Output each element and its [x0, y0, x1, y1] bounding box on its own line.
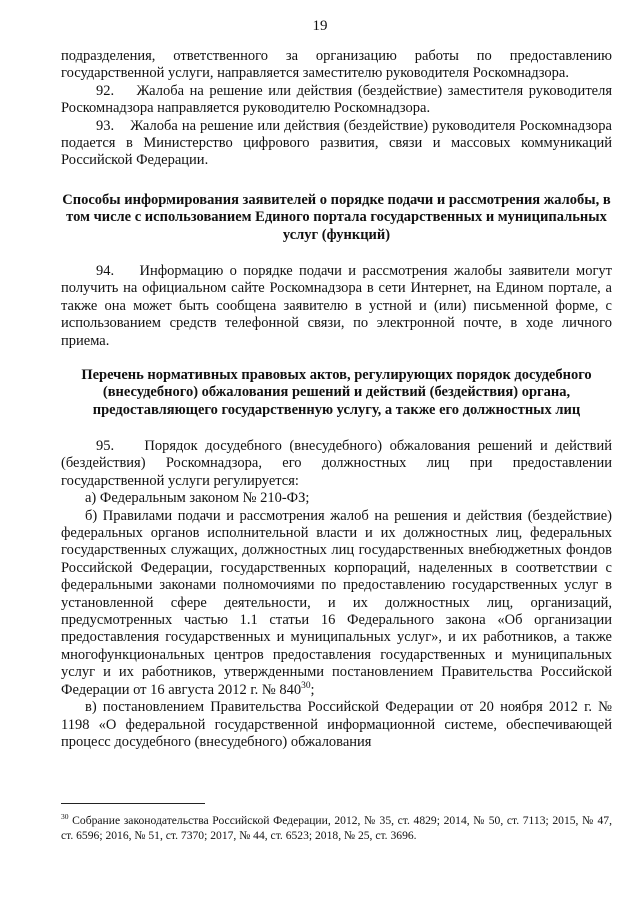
paragraph-continuation: подразделения, ответственного за организацию работы по предоставлению государственной услуги, направляется заместителю руководителя Роскомнадзора.: [61, 48, 612, 82]
paragraph-93: 93. Жалоба на решение или действия (бездействие) руководителя Роскомнадзора подается в Министерство цифрового развития, связи и массовых коммуникаций Российской Федерации.: [61, 117, 612, 169]
page-number: 19: [312, 18, 328, 34]
section-informing: [61, 263, 612, 350]
footnote-reference: 30: [301, 680, 311, 691]
paragraph-a: а) Федеральным законом № 210-ФЗ;: [85, 490, 310, 507]
footnote-divider: [61, 803, 205, 804]
paragraph-c: в) постановлением Правительства Российской Федерации от 20 ноября 2012 г. № 1198 «О федеральной государственной информационной системе, обеспечивающей процесс досудебного (внесудебного) обжалования: [61, 699, 612, 750]
paragraph-94: 94. Информацию о порядке подачи и рассмотрения жалобы заявители могут получить на официальном сайте Роскомнадзора в сети Интернет, на Едином портале, а также она может быть сообщена заявителю в устной и (или) письменной форме, с использованием средств телефонной связи, по электронной почте, в ходе личного приема.: [61, 263, 612, 349]
paragraph-95: 95. Порядок досудебного (внесудебного) обжалования решений и действий (бездействия) Роскомнадзора, его должностных лиц при предоставлении государственной услуги регулируется:: [61, 438, 612, 489]
footnote-text: Собрание законодательства Российской Федерации, 2012, № 35, ст. 4829; 2014, № 50, ст. 7113; 2015, № 47, ст. 6596; 2016, № 51, ст. 7370; 2017, № 44, ст. 6523; 2018, № 25, ст. 3696.: [61, 814, 612, 842]
paragraph-b-text: б) Правилами подачи и рассмотрения жалоб на решения и действия (бездействие) федеральных органов исполнительной власти и их должностных лиц, федеральных государственных служащих, должностных лиц государственных внебюджетных фондов Российской Федерации, государственных корпораций, наделенных в соответствии с федеральными законами полномочиями по предоставлению государственных услуг в установленной сфере деятельности, и их должностных лиц, организаций, предусмотренных частью 1.1 статьи 16 Федерального закона «Об организации предоставления государственных и муниципальных услуг», и их работников, а также многофункциональных центров предоставления государственных и муниципальных услуг и их работников, утвержденными постановлением Правительства Российской Федерации от 16 августа 2012 г. № 840: [61, 507, 612, 698]
footnote-marker: 30: [61, 812, 69, 822]
footnote-body: [61, 814, 612, 844]
heading-legal-acts: [61, 367, 612, 419]
heading-text: Перечень нормативных правовых актов, регулирующих порядок досудебного (внесудебного) обжалования решений и действий (бездействия) органа, предоставляющего государственную услугу, а также его должностных лиц: [81, 367, 592, 418]
section-legal-acts: [61, 438, 612, 751]
section-complaint-routing: [61, 48, 612, 170]
heading-text: Способы информирования заявителей о порядке подачи и рассмотрения жалобы, в том числе с использованием Единого портала государственных и муниципальных услуг (функций): [62, 192, 611, 243]
paragraph-b: [61, 508, 612, 699]
heading-informing-applicants: [61, 192, 612, 244]
paragraph-b-end: ;: [310, 681, 315, 698]
footnote: [61, 814, 612, 844]
paragraph-92: 92. Жалоба на решение или действия (бездействие) заместителя руководителя Роскомнадзора направляется руководителю Роскомнадзора.: [61, 82, 612, 117]
